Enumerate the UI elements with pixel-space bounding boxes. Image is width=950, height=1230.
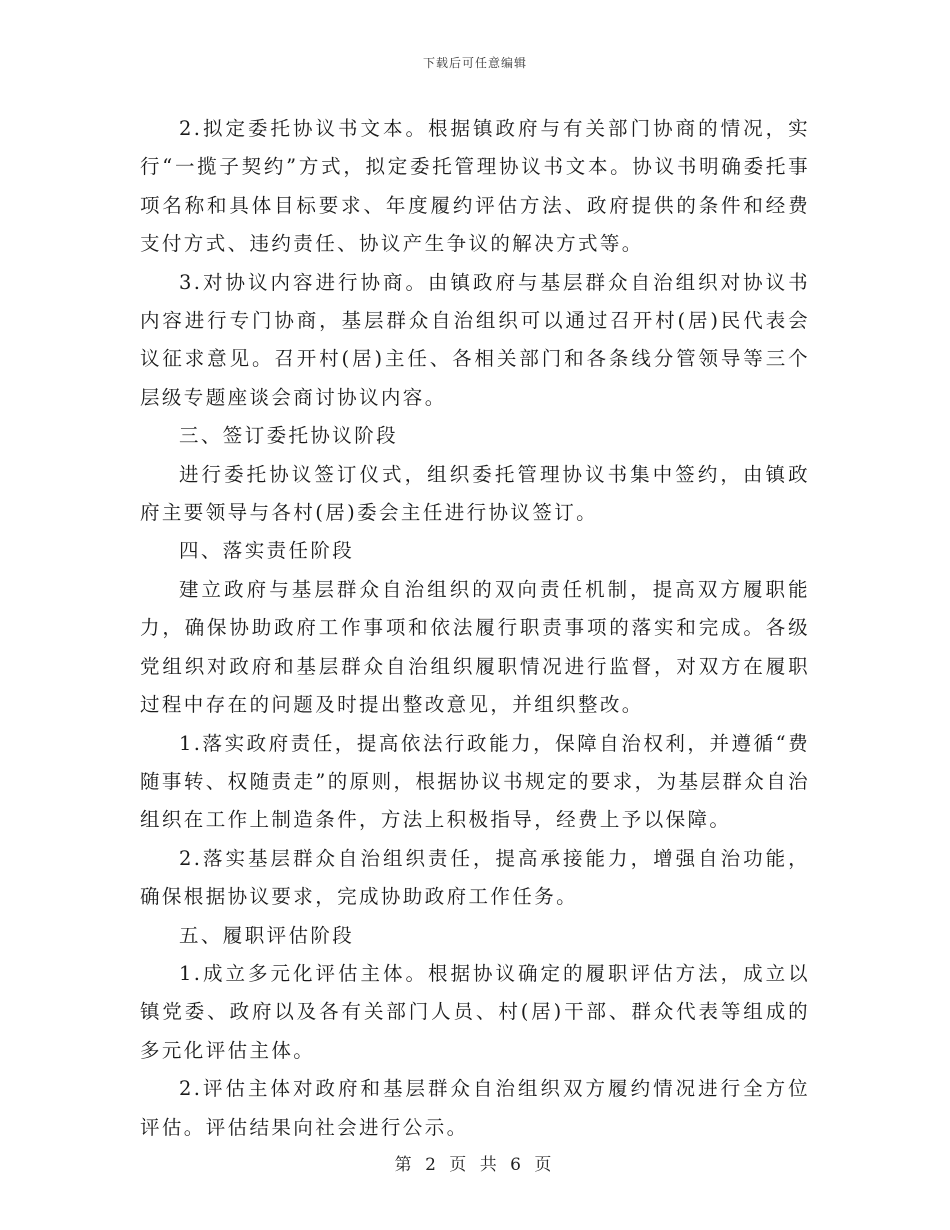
header-note: 下载后可任意编辑: [422, 56, 527, 70]
paragraph-dual-responsibility: 建立政府与基层群众自治组织的双向责任机制，提高双方履职能力，确保协助政府工作事项和依法履行职责事项的落实和完成。各级党组织对政府和基层群众自治组织履职情况进行监督，对双方在履职过程中存在的问题及时提出整改意见，并组织整改。: [140, 577, 810, 717]
section-heading-responsibility: 四、落实责任阶段: [179, 539, 355, 563]
paragraph-organization-duty: 2.落实基层群众自治组织责任，提高承接能力，增强自治功能，确保根据协议要求，完成协助政府工作任务。: [140, 846, 810, 909]
paragraph-draft-agreement: 2.拟定委托协议书文本。根据镇政府与有关部门协商的情况，实行“一揽子契约”方式，拟定委托管理协议书文本。协议书明确委托事项名称和具体目标要求、年度履约评估方法、政府提供的条件和经费支付方式、违约责任、协议产生争议的解决方式等。: [140, 117, 810, 256]
document-body: [140, 110, 810, 1147]
section-heading-evaluation: 五、履职评估阶段: [179, 923, 355, 947]
paragraph-negotiate-content: 3.对协议内容进行协商。由镇政府与基层群众自治组织对协议书内容进行专门协商，基层群众自治组织可以通过召开村(居)民代表会议征求意见。召开村(居)主任、各相关部门和各条线分管领导等三个层级专题座谈会商讨协议内容。: [140, 270, 810, 409]
section-heading-sign: 三、签订委托协议阶段: [179, 424, 399, 448]
paragraph-evaluation-result: 2.评估主体对政府和基层群众自治组织双方履约情况进行全方位评估。评估结果向社会进行公示。: [140, 1077, 810, 1139]
paragraph-evaluation-body: 1.成立多元化评估主体。根据协议确定的履职评估方法，成立以镇党委、政府以及各有关部门人员、村(居)干部、群众代表等组成的多元化评估主体。: [140, 961, 810, 1062]
paragraph-signing: 进行委托协议签订仪式，组织委托管理协议书集中签约，由镇政府主要领导与各村(居)委会主任进行协议签订。: [140, 462, 810, 525]
paragraph-government-duty: 1.落实政府责任，提高依法行政能力，保障自治权利，并遵循“费随事转、权随责走”的原则，根据协议书规定的要求，为基层群众自治组织在工作上制造条件，方法上积极指导，经费上予以保障。: [140, 731, 810, 832]
page-number-footer: 第 2 页 共 6 页: [394, 1155, 556, 1175]
